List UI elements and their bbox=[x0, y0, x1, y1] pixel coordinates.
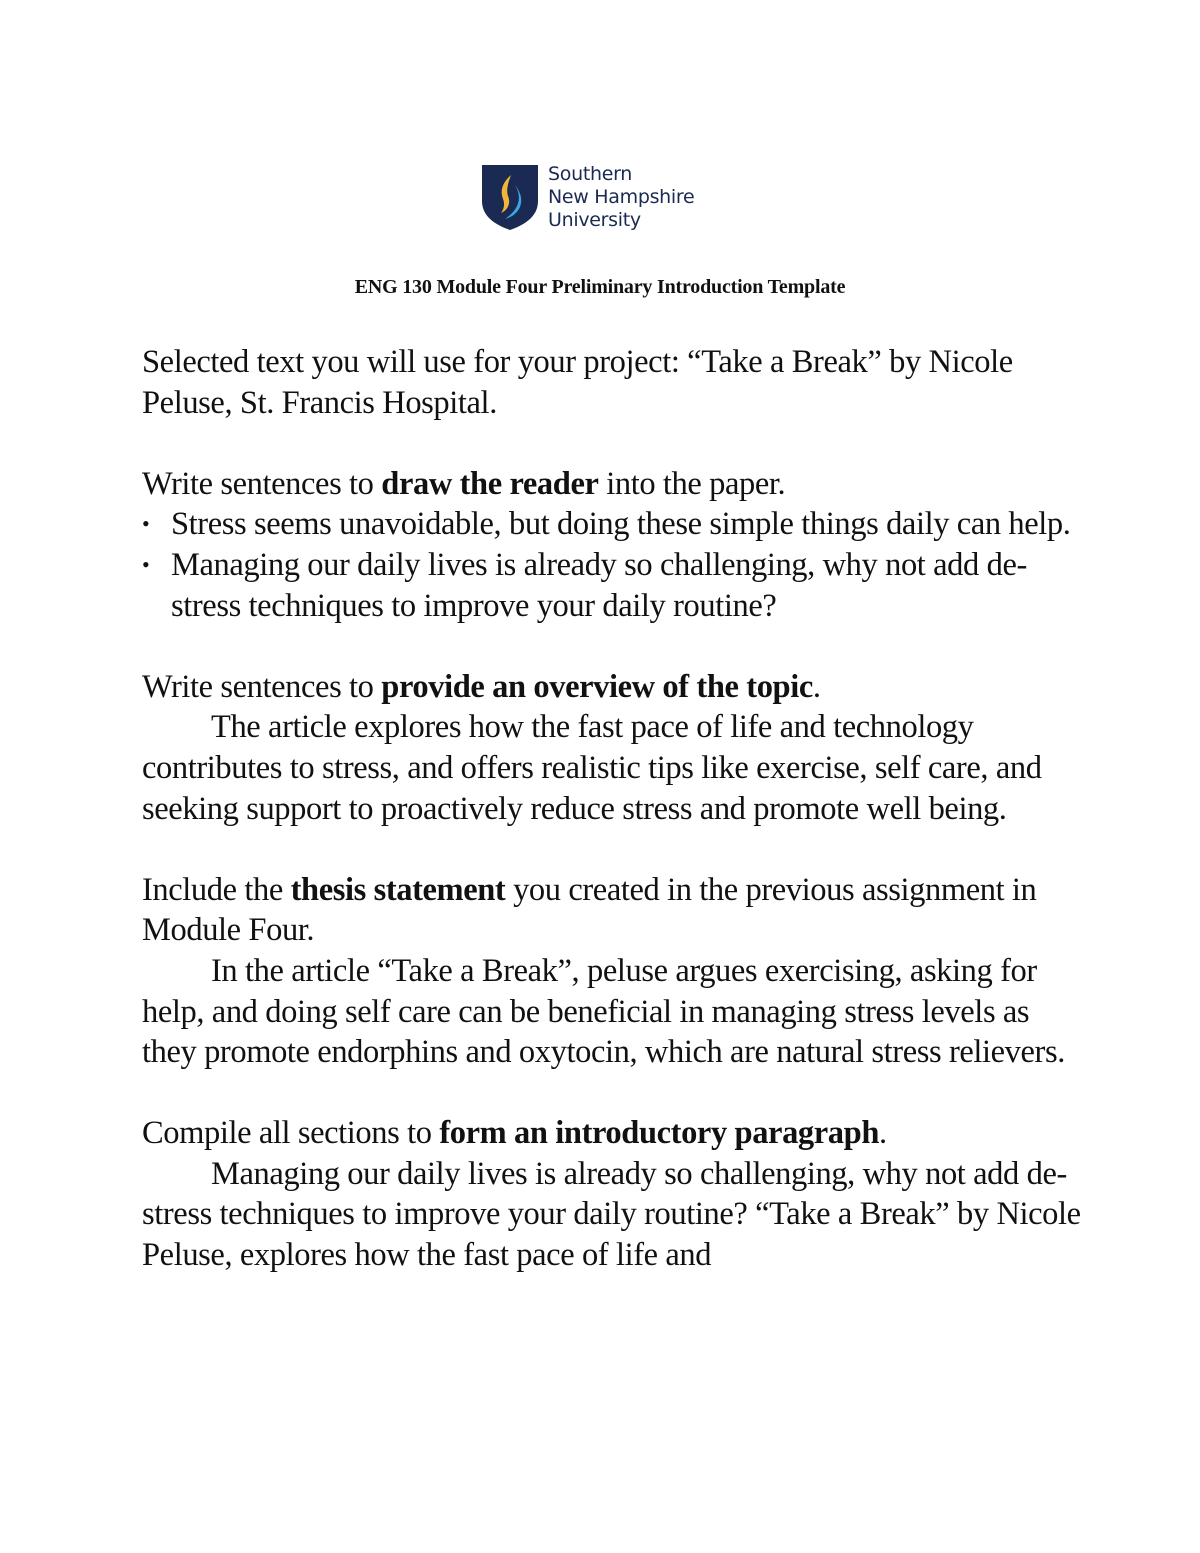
prompt-prefix: Compile all sections to bbox=[142, 1115, 440, 1152]
logo-line-2: New Hampshire bbox=[548, 186, 695, 208]
draw-reader-prompt bbox=[142, 464, 1082, 505]
prompt-prefix: Write sentences to bbox=[142, 668, 382, 705]
logo-line-3: University bbox=[548, 209, 641, 231]
flame-shield-icon bbox=[480, 163, 540, 231]
compile-prompt bbox=[142, 1113, 1082, 1154]
university-logo bbox=[480, 163, 694, 232]
bullet-item bbox=[142, 504, 1082, 545]
spacer bbox=[142, 1073, 1082, 1114]
thesis-prompt bbox=[142, 870, 1082, 951]
thesis-body: In the article “Take a Break”, peluse argues exercising, asking for help, and doing self care can be beneficial in managing stress levels as they promote endorphins and oxytocin, which are natural stress relievers. bbox=[142, 952, 1065, 1071]
prompt-suffix: . bbox=[879, 1115, 887, 1152]
prompt-suffix: into the paper. bbox=[598, 465, 786, 502]
prompt-suffix: you created in the previous assignment in Module Four. bbox=[142, 871, 1037, 949]
prompt-bold: draw the reader bbox=[381, 465, 599, 502]
bullet-icon: • bbox=[142, 511, 150, 537]
overview-body: The article explores how the fast pace of life and technology contributes to stress, and offers realistic tips like exercise, self care, and seeking support to proactively reduce stress and promote well being. bbox=[142, 709, 1042, 827]
prompt-prefix: Write sentences to bbox=[142, 465, 382, 502]
selected-text-line: Selected text you will use for your project: “Take a Break” by Nicole Peluse, St. Francis Hospital. bbox=[142, 344, 1013, 421]
prompt-prefix: Include the bbox=[142, 871, 291, 908]
logo-wordmark bbox=[548, 163, 694, 232]
compile-body: Managing our daily lives is already so challenging, why not add de-stress techniques to improve your daily routine? “Take a Break” by Nicole Peluse, explores how the fast pace of life and bbox=[142, 1155, 1081, 1274]
spacer bbox=[142, 829, 1082, 870]
bullet-item bbox=[142, 545, 1082, 626]
prompt-bold: thesis statement bbox=[290, 871, 506, 908]
overview-prompt bbox=[142, 667, 1082, 708]
spacer bbox=[142, 423, 1082, 464]
bullet-text: Managing our daily lives is already so challenging, why not add de-stress techniques to improve your daily routine? bbox=[171, 546, 1027, 624]
document-title: ENG 130 Module Four Preliminary Introduction Template bbox=[354, 276, 846, 298]
bullet-icon: • bbox=[142, 551, 150, 577]
document-body bbox=[142, 342, 1082, 1276]
bullet-text: Stress seems unavoidable, but doing these simple things daily can help. bbox=[171, 506, 1071, 543]
draw-reader-bullets bbox=[142, 504, 1082, 626]
prompt-bold: provide an overview of the topic bbox=[381, 668, 813, 705]
prompt-suffix: . bbox=[812, 668, 821, 705]
spacer bbox=[142, 626, 1082, 667]
prompt-bold: form an introductory paragraph bbox=[439, 1115, 879, 1152]
logo-line-1: Southern bbox=[548, 163, 633, 185]
